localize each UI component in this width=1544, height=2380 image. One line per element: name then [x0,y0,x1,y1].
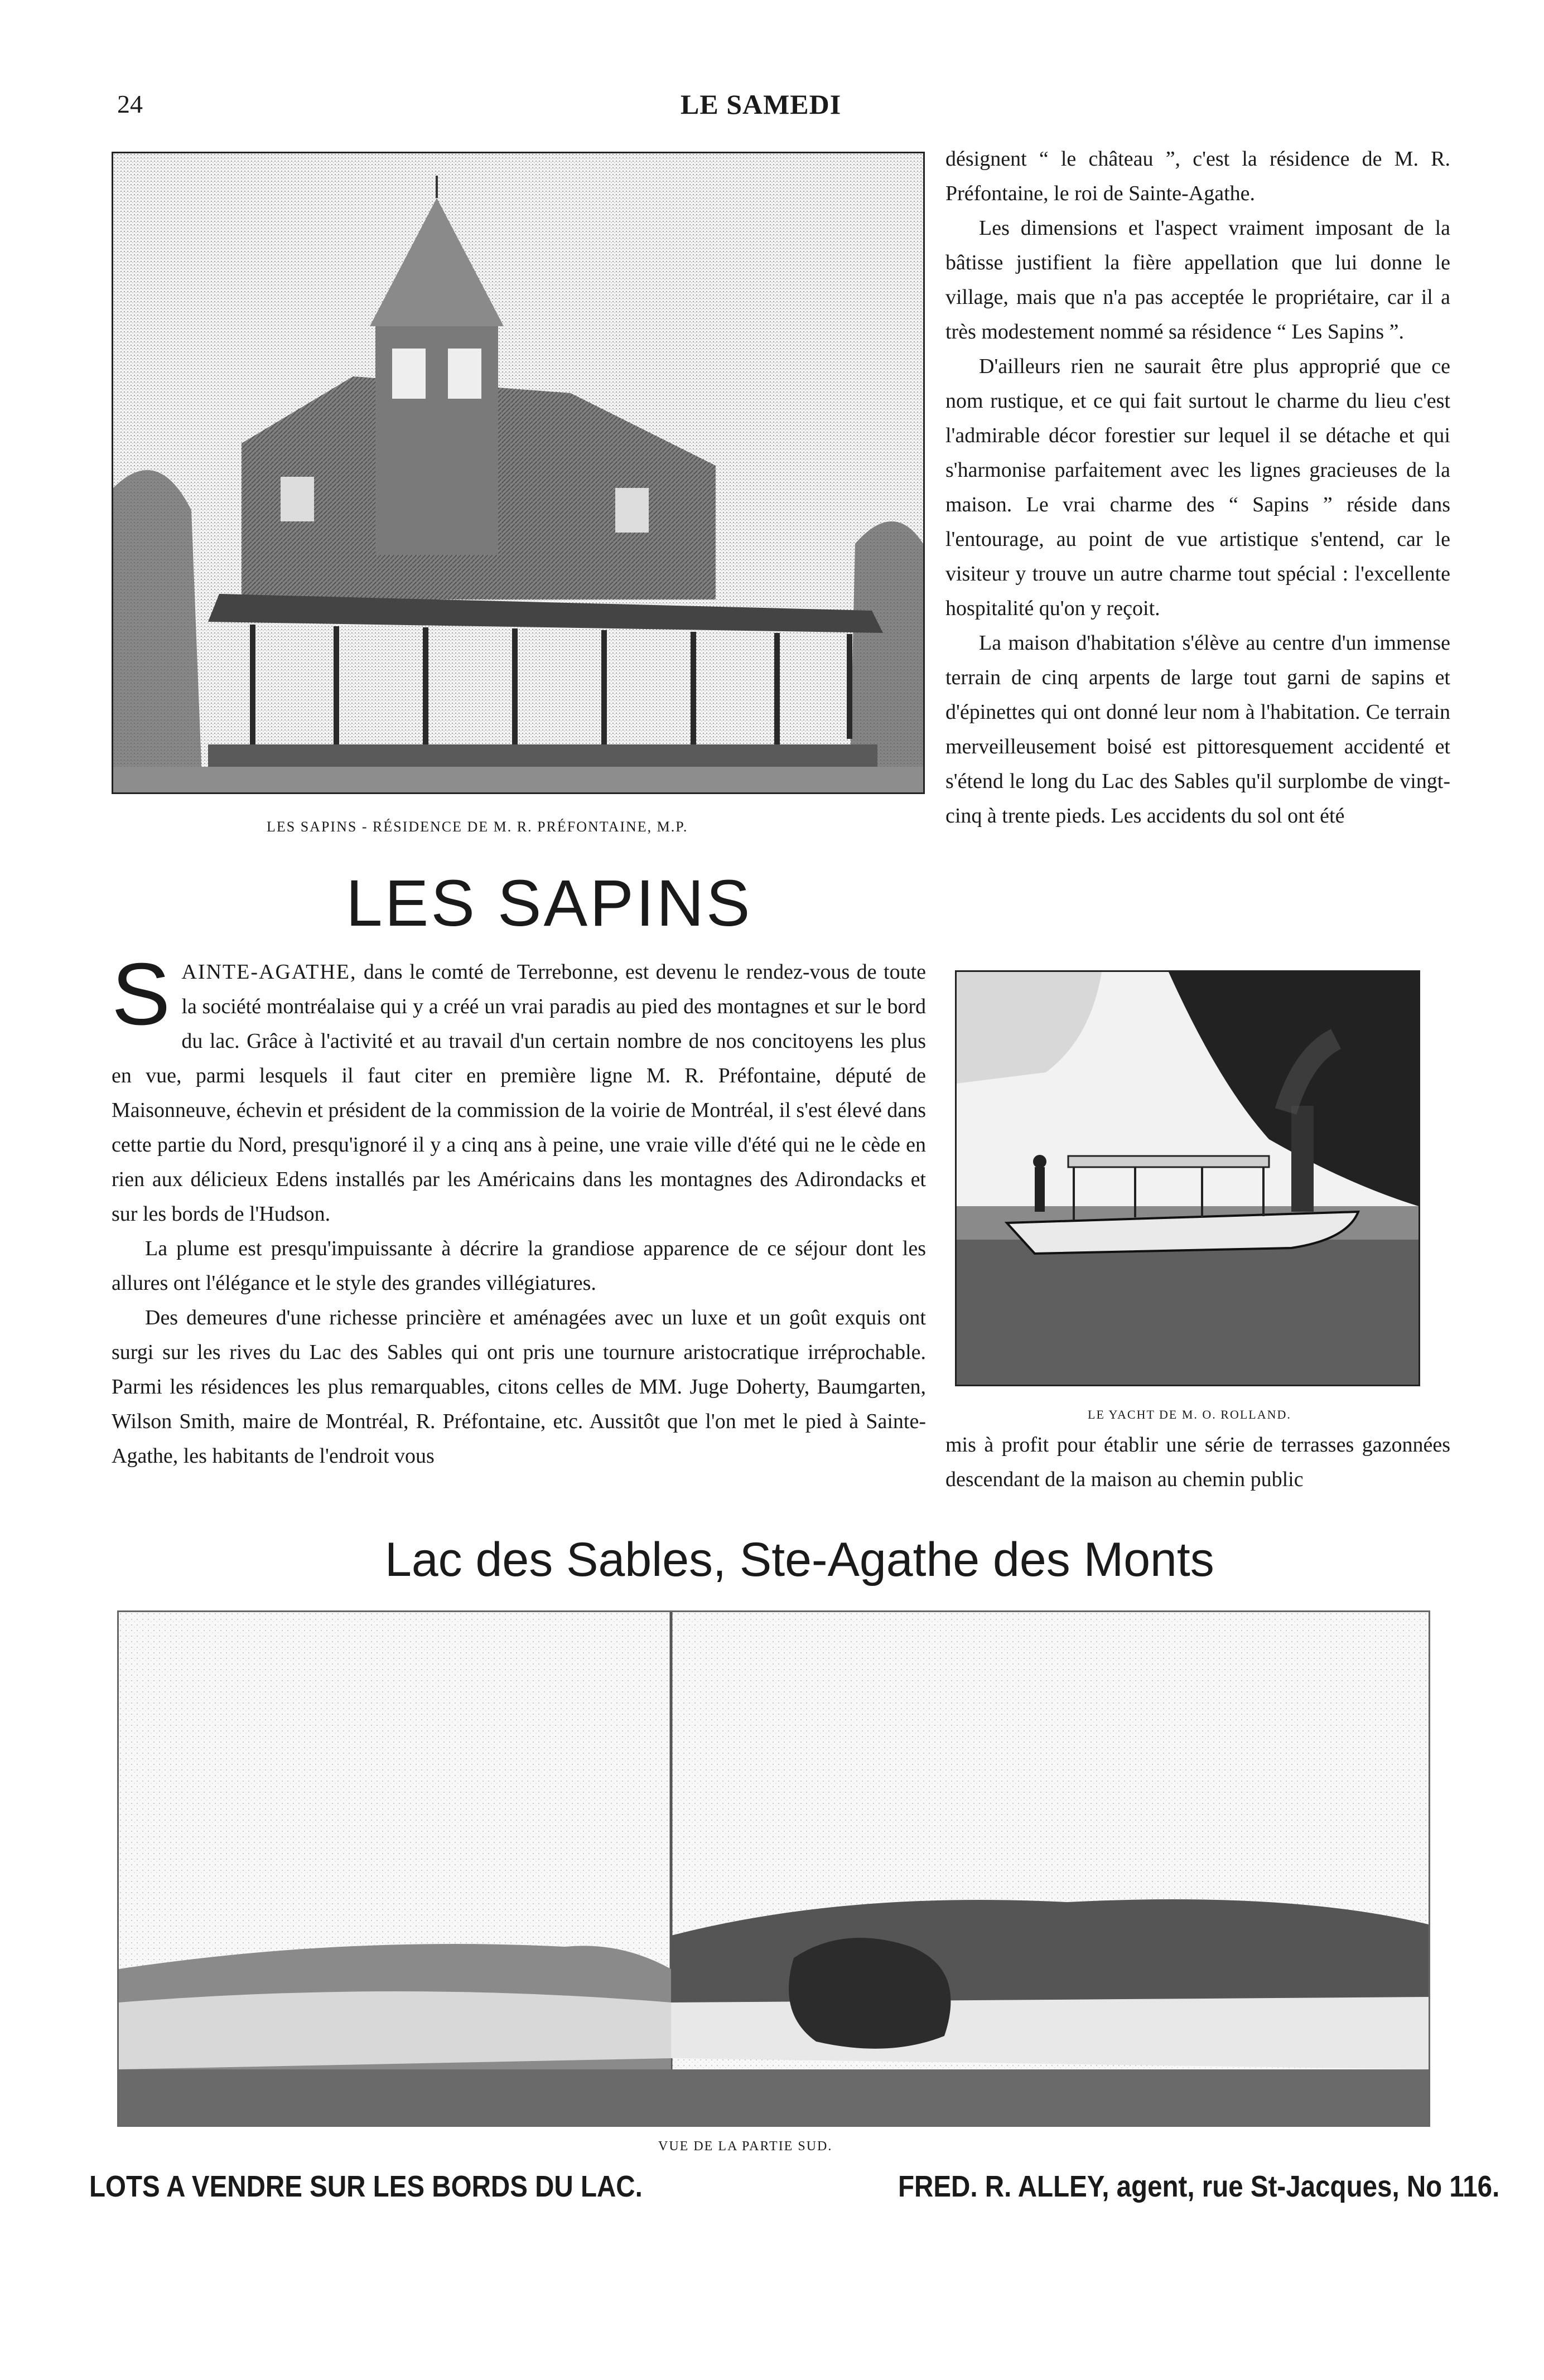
right-paragraph-1: désignent “ le château ”, c'est la résidence de M. R. Préfontaine, le roi de Sainte-Agathe. [945,147,1450,205]
yacht-photo [955,970,1420,1386]
panorama-title: Lac des Sables, Ste-Agathe des Monts [385,1533,1214,1586]
running-title: LE SAMEDI [681,89,842,120]
drop-cap: S [112,945,171,1043]
paragraph-2: La plume est presqu'impuissante à décrire la grandiose apparence de ce séjour dont les allures ont l'élégance et le style des grandes villégiatures. [112,1237,926,1295]
panorama-caption: VUE DE LA PARTIE SUD. [658,2139,833,2154]
paragraph-3: Des demeures d'une richesse princière et aménagées avec un luxe et un goût exquis ont surgi sur les rives du Lac des Sables qui ont pris une tournure aristocratique irréprochable. Parmi les résidences les plus remarquables, citons celles de MM. Juge Doherty, Baumgarten, Wilson Smith, maire de Montréal, R. Préfontaine, etc. Aussitôt que l'on met le pied à Sainte-Agathe, les habitants de l'endroit vous [112,1306,926,1468]
paragraph-1: dans le comté de Terrebonne, est devenu le rendez-vous de toute la société montréalaise qui y a créé un vrai paradis au pied des montagnes et sur le bord du lac. Grâce à l'activité et au travail d'un certain nombre de nos concitoyens les plus en vue, parmi lesquels il faut citer en première ligne M. R. Préfontaine, député de Maisonneuve, échevin et président de la commission de la voirie de Montréal, il s'est élevé dans cette partie du Nord, presqu'ignoré il y a cinq ans à peine, une vraie ville d'été qui ne le cède en rien aux délicieux Edens installés par les Américains dans les montagnes des Adirondacks et sur les bords de l'Hudson. [112,960,926,1226]
article-title: LES SAPINS [346,867,752,940]
right-paragraph-3: D'ailleurs rien ne saurait être plus approprié que ce nom rustique, et ce qui fait surtout le charme du lieu c'est l'admirable décor forestier sur lequel il se détache et qui s'harmonise parfaitement avec les lignes gracieuses de la maison. Le vrai charme des “ Sapins ” réside dans l'entourage, au point de vue artistique s'entend, car le visiteur y trouve un autre charme tout spécial : l'excellente hospitalité qu'on y reçoit. [945,355,1450,620]
right-continuation [945,1428,1450,1497]
yacht-photo-caption: LE YACHT DE M. O. ROLLAND. [1088,1407,1291,1421]
page-number: 24 [117,90,143,118]
house-photo-caption: LES SAPINS - RÉSIDENCE DE M. R. PRÉFONTAINE, M.P. [267,819,688,835]
house-photo [112,152,925,794]
right-paragraph-2: Les dimensions et l'aspect vraiment imposant de la bâtisse justifient la fière appellation que lui donne le village, mais que n'a pas acceptée le propriétaire, car il a très modestement nommé sa résidence “ Les Sapins ”. [945,216,1450,344]
article-right-column [945,142,1450,833]
right-paragraph-4: La maison d'habitation s'élève au centre d'un immense terrain de cinq arpents de large tout garni de sapins et d'épinettes qui ont donné leur nom à l'habitation. Ce terrain merveilleusement boisé est pittoresquement accidenté et s'étend le long du Lac des Sables qu'il surplombe de vingt-cinq à trente pieds. Les accidents du sol ont été [945,631,1450,828]
lead-smallcaps: AINTE-AGATHE, [181,960,357,984]
footer-right: FRED. R. ALLEY, agent, rue St-Jacques, No 116. [898,2170,1500,2203]
footer-left: LOTS A VENDRE SUR LES BORDS DU LAC. [89,2170,643,2203]
panorama-photo [117,1610,1430,2127]
right-paragraph-5: mis à profit pour établir une série de terrasses gazonnées descendant de la maison au chemin public [945,1433,1450,1491]
article-left-column [112,945,926,1473]
